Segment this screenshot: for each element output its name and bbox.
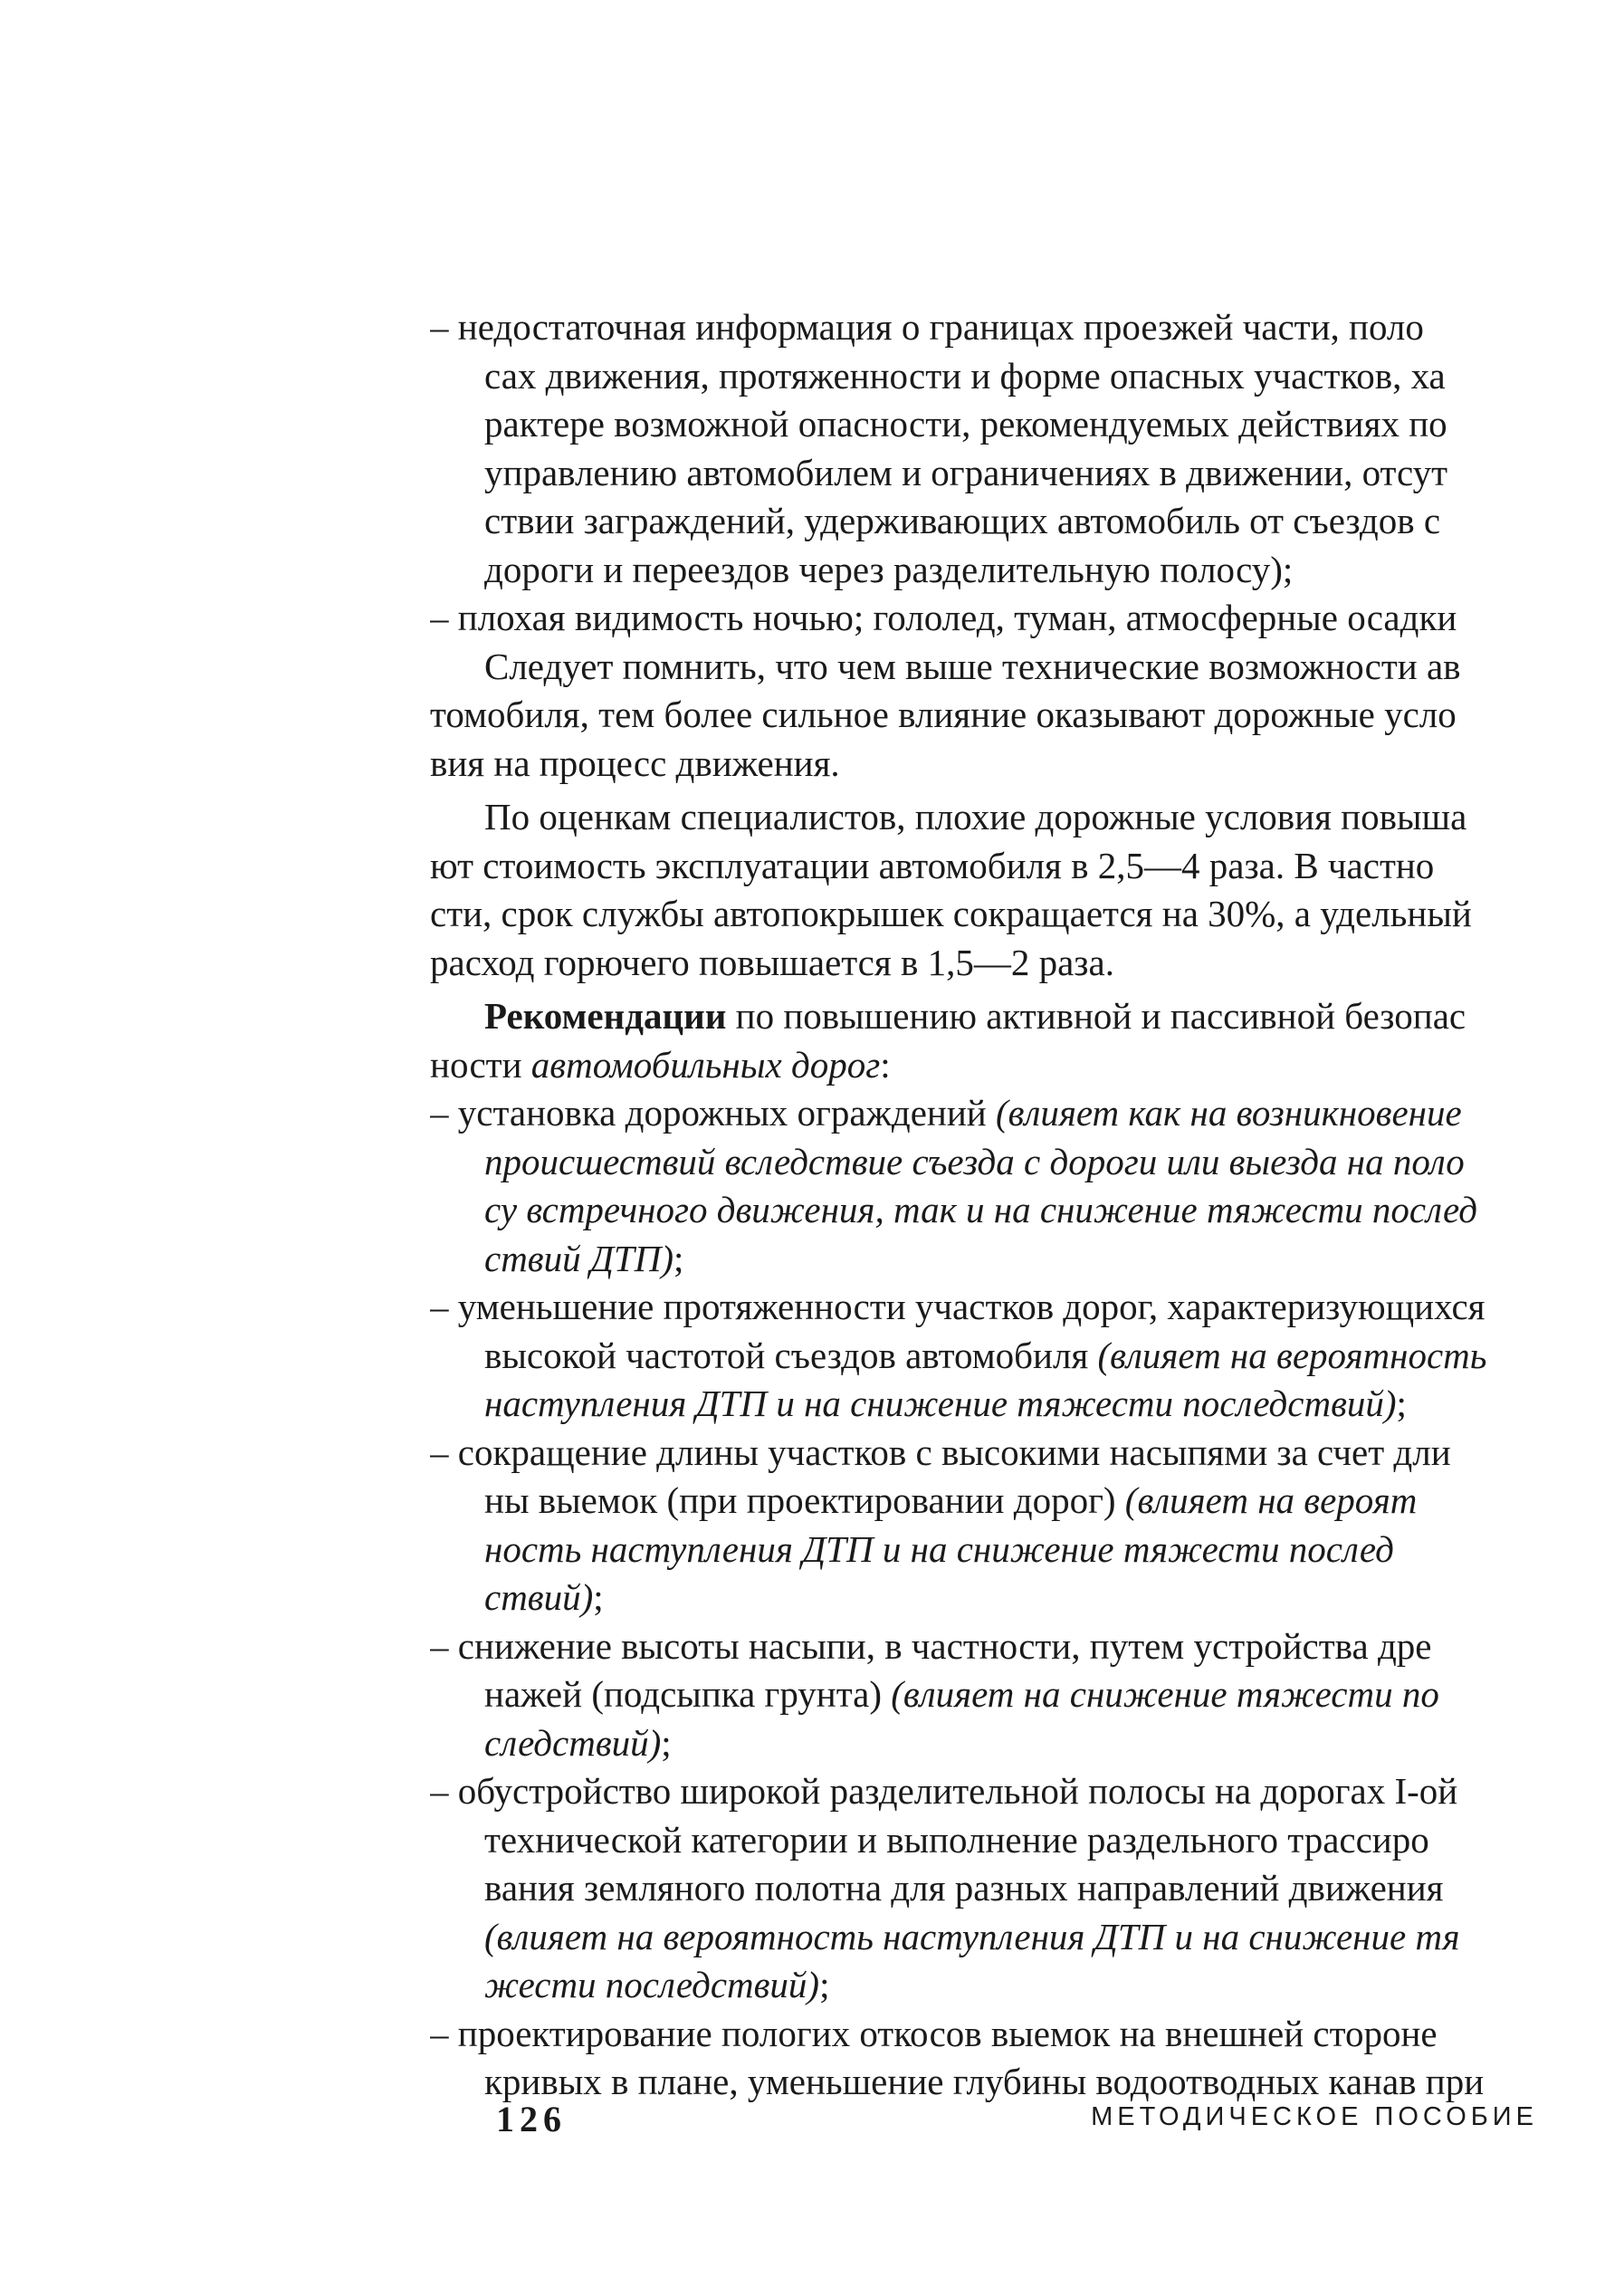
text-run: :	[880, 1043, 891, 1086]
text-line	[430, 1961, 1543, 2010]
text-line	[430, 546, 1543, 595]
text-line	[430, 1477, 1543, 1526]
running-title: МЕТОДИЧЕСКОЕ ПОСОБИЕ	[1091, 2102, 1538, 2131]
text-run: ствии заграждений, удерживающих автомобиль от съездов с	[484, 500, 1441, 541]
text-run: ют стоимость эксплуатации автомобиля в 2,5—4 раза. В частно	[430, 844, 1435, 886]
italic-text: ность наступления ДТП и на снижение тяжести послед	[484, 1527, 1394, 1570]
text-run: ности	[430, 1043, 531, 1086]
italic-text: су встречного движения, так и на снижение тяжести послед	[484, 1189, 1477, 1230]
text-line	[430, 992, 1543, 1041]
text-line	[430, 497, 1543, 546]
italic-text: (влияет на снижение тяжести по	[891, 1673, 1439, 1715]
text-line	[430, 1670, 1543, 1719]
text-run: рактере возможной опасности, рекомендуемых действиях по	[484, 403, 1447, 445]
italic-text: (влияет на вероят	[1124, 1479, 1418, 1521]
text-run: – уменьшение протяженности участков дорог, характеризующихся	[430, 1286, 1485, 1327]
text-line	[430, 352, 1543, 401]
text-run: расход горючего повышается в 1,5—2 раза.	[430, 941, 1114, 983]
text-run: вания земляного полотна для разных направлений движения	[484, 1867, 1444, 1909]
text-run: вия на процесс движения.	[430, 742, 840, 784]
text-run: технической категории и выполнение раздельного трассиро	[484, 1818, 1429, 1861]
text-run: ;	[661, 1721, 672, 1764]
italic-text: (влияет как на возникновение	[996, 1092, 1462, 1134]
text-run: – проектирование пологих откосов выемок на внешней стороне	[430, 2012, 1438, 2054]
text-line	[430, 303, 1543, 352]
italic-text: ствий)	[484, 1576, 594, 1618]
italic-text: ствий ДТП)	[484, 1237, 674, 1279]
text-line	[430, 740, 1543, 789]
text-run: высокой частотой съездов автомобиля	[484, 1334, 1098, 1376]
text-run: сах движения, протяженности и форме опасных участков, ха	[484, 354, 1446, 397]
text-line	[430, 1913, 1543, 1962]
text-run: – недостаточная информация о границах проезжей части, поло	[430, 306, 1424, 348]
text-run: По оценкам специалистов, плохие дорожные условия повыша	[484, 796, 1467, 837]
text-run: нажей (подсыпка грунта)	[484, 1673, 892, 1715]
bold-text: Рекомендации	[484, 995, 727, 1037]
italic-text: (влияет на вероятность наступления ДТП и на снижение тя	[484, 1915, 1460, 1957]
text-run: – установка дорожных ограждений	[430, 1092, 996, 1134]
text-line	[430, 1767, 1543, 1816]
text-run: Следует помнить, что чем выше технические возможности ав	[484, 645, 1461, 687]
text-run: – сокращение длины участков с высокими насыпями за счет дли	[430, 1431, 1451, 1473]
text-run: ;	[1396, 1383, 1407, 1424]
text-line	[430, 1332, 1543, 1381]
italic-text: автомобильных дорог	[530, 1043, 881, 1086]
text-line	[430, 1816, 1543, 1865]
text-line	[430, 594, 1543, 643]
text-line	[430, 691, 1543, 740]
text-run: дороги и переездов через разделительную полосу);	[484, 548, 1294, 590]
text-line	[430, 939, 1543, 988]
text-line	[430, 1526, 1543, 1574]
text-line	[430, 842, 1543, 891]
text-line	[430, 643, 1543, 692]
text-run: ;	[819, 1964, 830, 2005]
italic-text: (влияет на вероятность	[1097, 1334, 1487, 1376]
text-run: ны выемок (при проектировании дорог)	[484, 1479, 1125, 1521]
italic-text: происшествий вследствие съезда с дороги или выезда на поло	[484, 1140, 1465, 1182]
text-line	[430, 449, 1543, 498]
text-line	[430, 1089, 1543, 1138]
text-line	[430, 2010, 1543, 2059]
text-line	[430, 1864, 1543, 1913]
text-run: ;	[673, 1237, 684, 1279]
text-line	[430, 400, 1543, 449]
text-run: управлению автомобилем и ограничениях в движении, отсут	[484, 451, 1448, 493]
page-number: 126	[496, 2099, 567, 2139]
text-run: кривых в плане, уменьшение глубины водоотводных канав при	[484, 2061, 1485, 2102]
text-run: – обустройство широкой разделительной полосы на дорогах I-ой	[430, 1770, 1458, 1812]
text-line	[430, 1574, 1543, 1622]
text-line	[430, 1235, 1543, 1284]
text-line	[430, 1186, 1543, 1235]
italic-text: жести последствий)	[484, 1964, 820, 2005]
text-line	[430, 1380, 1543, 1429]
body-text	[430, 303, 1543, 2107]
italic-text: наступления ДТП и на снижение тяжести последствий)	[484, 1383, 1397, 1424]
text-line	[430, 793, 1543, 842]
text-run: сти, срок службы автопокрышек сокращается на 30%, а удельный	[430, 893, 1472, 934]
text-line	[430, 1041, 1543, 1090]
text-line	[430, 1719, 1543, 1768]
text-run: томобиля, тем более сильное влияние оказывают дорожные усло	[430, 694, 1457, 735]
text-run: по повышению активной и пассивной безопас	[726, 995, 1466, 1037]
text-line	[430, 1429, 1543, 1478]
text-run: – снижение высоты насыпи, в частности, путем устройства дре	[430, 1624, 1432, 1667]
text-line	[430, 1138, 1543, 1187]
italic-text: следствий)	[484, 1721, 662, 1764]
text-run: ;	[593, 1576, 604, 1618]
text-line	[430, 1283, 1543, 1332]
text-line	[430, 890, 1543, 939]
text-run: – плохая видимость ночью; гололед, туман, атмосферные осадки	[430, 597, 1457, 638]
text-line	[430, 1622, 1543, 1671]
text-line	[430, 2058, 1543, 2107]
